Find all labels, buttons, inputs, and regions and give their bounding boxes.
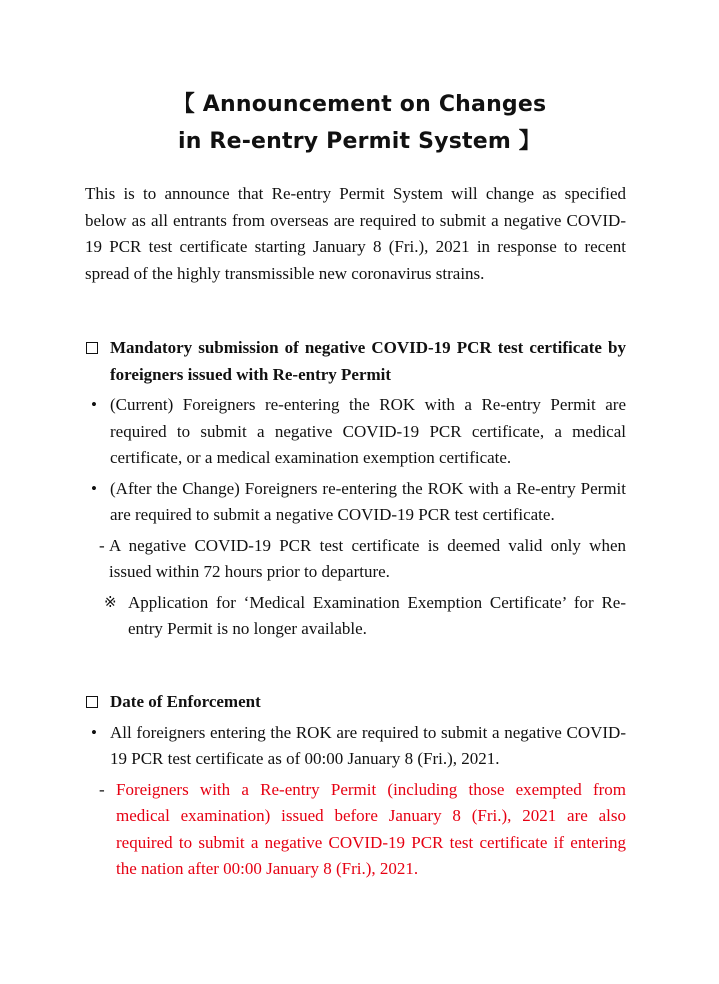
section-heading xyxy=(85,335,626,388)
dash-icon: - xyxy=(99,779,105,799)
title-line-1: 【 Announcement on Changes xyxy=(172,92,547,117)
sub-item-highlighted xyxy=(85,777,626,883)
note-item xyxy=(85,590,626,643)
section-heading-text: Date of Enforcement xyxy=(110,692,261,711)
bullet-text: All foreigners entering the ROK are required to submit a negative COVID-19 PCR test certificate as of 00:00 January 8 (Fri.), 2021. xyxy=(110,722,626,768)
section-heading xyxy=(85,689,626,716)
intro-paragraph: This is to announce that Re-entry Permit System will change as specified below as all entrants from overseas are required to submit a negative COVID-19 PCR test certificate starting January 8 (Fri.), 2021 in response to recent spread of the highly transmissible new coronavirus strains. xyxy=(85,184,626,283)
bullet-item xyxy=(85,476,626,529)
checkbox-square-icon xyxy=(86,696,98,708)
checkbox-square-icon xyxy=(86,342,98,354)
sub-item-text: A negative COVID-19 PCR test certificate is deemed valid only when issued within 72 hours prior to departure. xyxy=(109,535,626,581)
sub-item xyxy=(85,533,626,586)
bullet-icon: • xyxy=(91,395,97,414)
page-title xyxy=(0,86,719,160)
section-heading-text: Mandatory submission of negative COVID-19 PCR test certificate by foreigners issued with Re-entry Permit xyxy=(110,338,626,384)
reference-mark-icon: ※ xyxy=(104,594,117,611)
bullet-text: (Current) Foreigners re-entering the ROK with a Re-entry Permit are required to submit a negative COVID-19 PCR certificate, a medical certificate, or a medical examination exemption certificate. xyxy=(110,395,626,467)
bullet-item xyxy=(85,720,626,773)
bullet-icon: • xyxy=(91,722,97,742)
title-line-2: in Re-entry Permit System 】 xyxy=(177,129,542,154)
bullet-text: (After the Change) Foreigners re-entering the ROK with a Re-entry Permit are required to submit a negative COVID-19 PCR test certificate. xyxy=(110,478,626,524)
highlighted-text: Foreigners with a Re-entry Permit (including those exempted from medical examination) issued before January 8 (Fri.), 2021 are also required to submit a negative COVID-19 PCR test certificate if entering the nation after 00:00 January 8 (Fri.), 2021. xyxy=(116,779,626,878)
bullet-icon: • xyxy=(91,478,97,498)
bullet-item xyxy=(85,392,626,472)
note-text: Application for ‘Medical Examination Exemption Certificate’ for Re-entry Permit is no longer available. xyxy=(128,592,626,638)
dash-icon: - xyxy=(99,535,105,555)
section-date-of-enforcement xyxy=(85,689,626,883)
section-mandatory-submission xyxy=(85,335,626,643)
